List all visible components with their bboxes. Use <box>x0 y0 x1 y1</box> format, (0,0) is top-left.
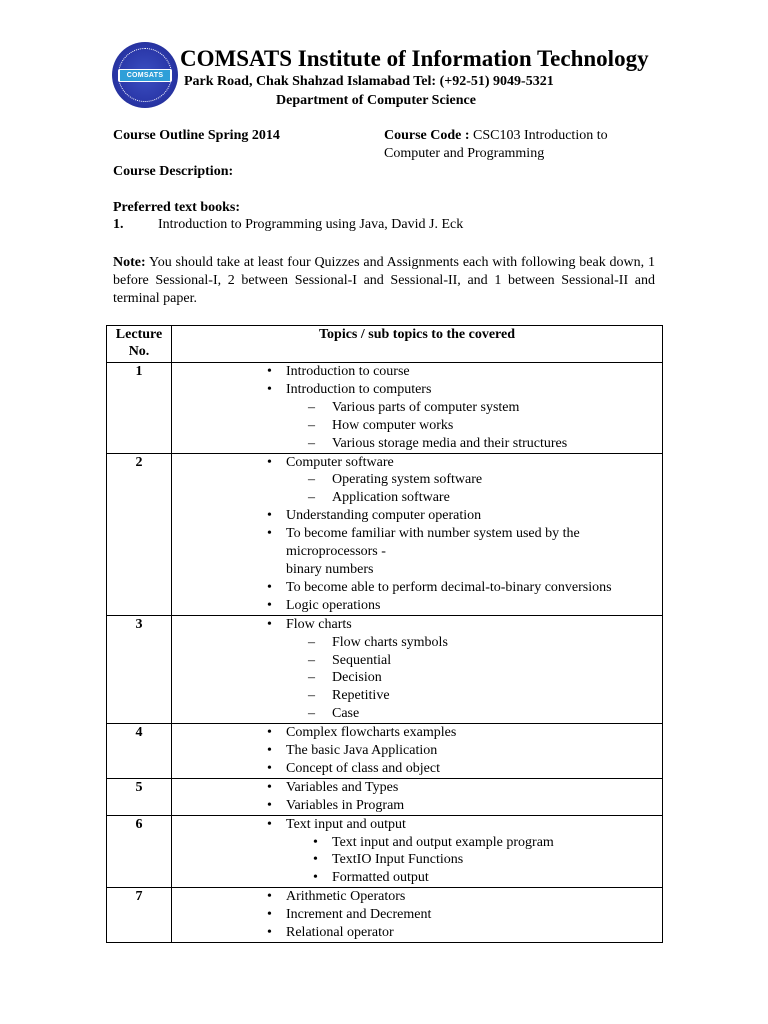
dash-marker-icon: – <box>308 490 315 506</box>
table-body <box>107 363 663 943</box>
topics-cell <box>172 453 663 615</box>
bullet-icon: • <box>267 889 272 905</box>
topic-text: To become familiar with number system used by the microprocessors - <box>286 526 580 560</box>
dash-marker-icon: – <box>308 435 315 451</box>
topic-text: Operating system software <box>332 472 483 488</box>
table-row <box>107 815 663 888</box>
comsats-logo <box>112 42 178 108</box>
topics-column-header: Topics / sub topics to the covered <box>172 326 663 363</box>
topic-item <box>172 924 662 942</box>
dash-marker-icon: – <box>308 652 315 668</box>
topic-item <box>172 816 662 834</box>
note-paragraph <box>113 254 655 308</box>
bullet-icon: • <box>267 597 272 613</box>
topic-text: Variables and Types <box>286 779 399 795</box>
course-outline-label: Course Outline Spring 2014 <box>113 128 280 143</box>
dash-marker-icon: – <box>308 670 315 686</box>
bullet-icon: • <box>267 925 272 941</box>
bullet-icon: • <box>267 526 272 542</box>
table-row <box>107 615 663 723</box>
bullet-icon: • <box>313 870 318 886</box>
topic-text: Various parts of computer system <box>332 399 520 415</box>
note-label: Note: <box>113 255 146 270</box>
topic-text: Flow charts <box>286 616 352 632</box>
bullet-icon: • <box>267 725 272 741</box>
topic-item <box>172 454 662 472</box>
lecture-column-header: Lecture No. <box>107 326 172 363</box>
topic-text: Formatted output <box>332 870 429 886</box>
table-row <box>107 453 663 615</box>
topic-item-continuation <box>172 561 662 579</box>
table-row <box>107 724 663 779</box>
course-description-label: Course Description: <box>113 164 234 179</box>
department-name: Department of Computer Science <box>276 93 476 108</box>
lecture-number: 7 <box>107 888 172 943</box>
subtopic-item <box>172 869 662 887</box>
course-code-label: Course Code : <box>384 128 470 143</box>
lecture-number: 2 <box>107 453 172 615</box>
topic-item <box>172 616 662 634</box>
bullet-icon: • <box>267 508 272 524</box>
topic-text: Variables in Program <box>286 797 405 813</box>
dash-marker-icon: – <box>308 688 315 704</box>
lecture-number: 3 <box>107 615 172 723</box>
institute-name: COMSATS Institute of Information Technology <box>180 46 649 71</box>
bullet-icon: • <box>267 907 272 923</box>
topic-text: How computer works <box>332 417 454 433</box>
table-header-row <box>107 326 663 363</box>
topic-text: Text input and output example program <box>332 834 554 850</box>
lecture-number: 4 <box>107 724 172 779</box>
bullet-icon: • <box>267 816 272 832</box>
topics-cell <box>172 724 663 779</box>
bullet-icon: • <box>267 779 272 795</box>
topic-item <box>172 779 662 797</box>
bullet-icon: • <box>267 454 272 470</box>
topic-item <box>172 906 662 924</box>
subtopic-item <box>172 435 662 453</box>
topic-item <box>172 597 662 615</box>
topics-cell <box>172 888 663 943</box>
topic-item <box>172 525 662 561</box>
topic-text: Introduction to course <box>286 364 410 379</box>
topic-text: Decision <box>332 670 382 686</box>
subtopic-item <box>172 851 662 869</box>
topic-item <box>172 363 662 381</box>
subtopic-item <box>172 669 662 687</box>
topics-cell <box>172 363 663 454</box>
topics-cell <box>172 615 663 723</box>
topic-text: Repetitive <box>332 688 390 704</box>
lecture-number: 5 <box>107 778 172 815</box>
bullet-icon: • <box>267 579 272 595</box>
lecture-number: 6 <box>107 815 172 888</box>
document-header <box>112 42 672 112</box>
topic-text: binary numbers <box>286 561 374 577</box>
logo-text: COMSATS <box>120 70 170 81</box>
subtopic-item <box>172 687 662 705</box>
topic-text: To become able to perform decimal-to-binary conversions <box>286 579 612 595</box>
topic-item <box>172 507 662 525</box>
bullet-icon: • <box>267 743 272 759</box>
topics-cell <box>172 815 663 888</box>
subtopic-item <box>172 834 662 852</box>
dash-marker-icon: – <box>308 472 315 488</box>
subtopic-item <box>172 399 662 417</box>
topic-text: Flow charts symbols <box>332 634 448 650</box>
bullet-icon: • <box>313 834 318 850</box>
bullet-icon: • <box>267 616 272 632</box>
topic-text: Text input and output <box>286 816 406 832</box>
topic-text: Arithmetic Operators <box>286 889 406 905</box>
table-row <box>107 363 663 454</box>
dash-marker-icon: – <box>308 706 315 722</box>
subtopic-item <box>172 652 662 670</box>
subtopic-item <box>172 489 662 507</box>
topic-text: Application software <box>332 490 450 506</box>
dash-marker-icon: – <box>308 634 315 650</box>
table-row <box>107 888 663 943</box>
topic-text: Computer software <box>286 454 394 470</box>
course-code-block <box>384 127 664 163</box>
subtopic-item <box>172 634 662 652</box>
topic-text: Various storage media and their structures <box>332 435 568 451</box>
topic-text: Concept of class and object <box>286 760 440 776</box>
bullet-icon: • <box>313 852 318 868</box>
topic-text: Complex flowcharts examples <box>286 725 457 741</box>
topic-item <box>172 381 662 399</box>
lecture-number: 1 <box>107 363 172 454</box>
topic-text: Sequential <box>332 652 392 668</box>
subtopic-item <box>172 471 662 489</box>
topic-text: Case <box>332 706 360 722</box>
book-title: Introduction to Programming using Java, David J. Eck <box>158 217 464 232</box>
topic-text: TextIO Input Functions <box>332 852 464 868</box>
topic-item <box>172 797 662 815</box>
topic-item <box>172 724 662 742</box>
bullet-icon: • <box>267 760 272 776</box>
topics-cell <box>172 778 663 815</box>
course-code-line2: Computer and Programming <box>384 146 545 161</box>
topic-text: Introduction to computers <box>286 381 432 397</box>
topic-text: Increment and Decrement <box>286 907 432 923</box>
topic-item <box>172 760 662 778</box>
institute-address: Park Road, Chak Shahzad Islamabad Tel: (+92-51) 9049-5321 <box>184 74 554 89</box>
table-row <box>107 778 663 815</box>
topic-item <box>172 888 662 906</box>
bullet-icon: • <box>267 364 272 379</box>
preferred-books-label: Preferred text books: <box>113 200 240 215</box>
course-code-line1: CSC103 Introduction to <box>473 128 608 143</box>
subtopic-item <box>172 417 662 435</box>
bullet-icon: • <box>267 797 272 813</box>
dash-marker-icon: – <box>308 399 315 415</box>
book-number: 1. <box>113 217 124 232</box>
topic-text: Relational operator <box>286 925 394 941</box>
topic-text: The basic Java Application <box>286 743 438 759</box>
topic-item <box>172 742 662 760</box>
topic-text: Logic operations <box>286 597 381 613</box>
topic-item <box>172 579 662 597</box>
course-outline-table <box>106 325 663 943</box>
note-text: You should take at least four Quizzes and Assignments each with following beak down, 1 before Sessional-I, 2 between Sessional-I and Sessional-II, and 1 between Sessional-II and terminal paper. <box>113 255 656 306</box>
bullet-icon: • <box>267 381 272 397</box>
subtopic-item <box>172 705 662 723</box>
dash-marker-icon: – <box>308 417 315 433</box>
topic-text: Understanding computer operation <box>286 508 482 524</box>
